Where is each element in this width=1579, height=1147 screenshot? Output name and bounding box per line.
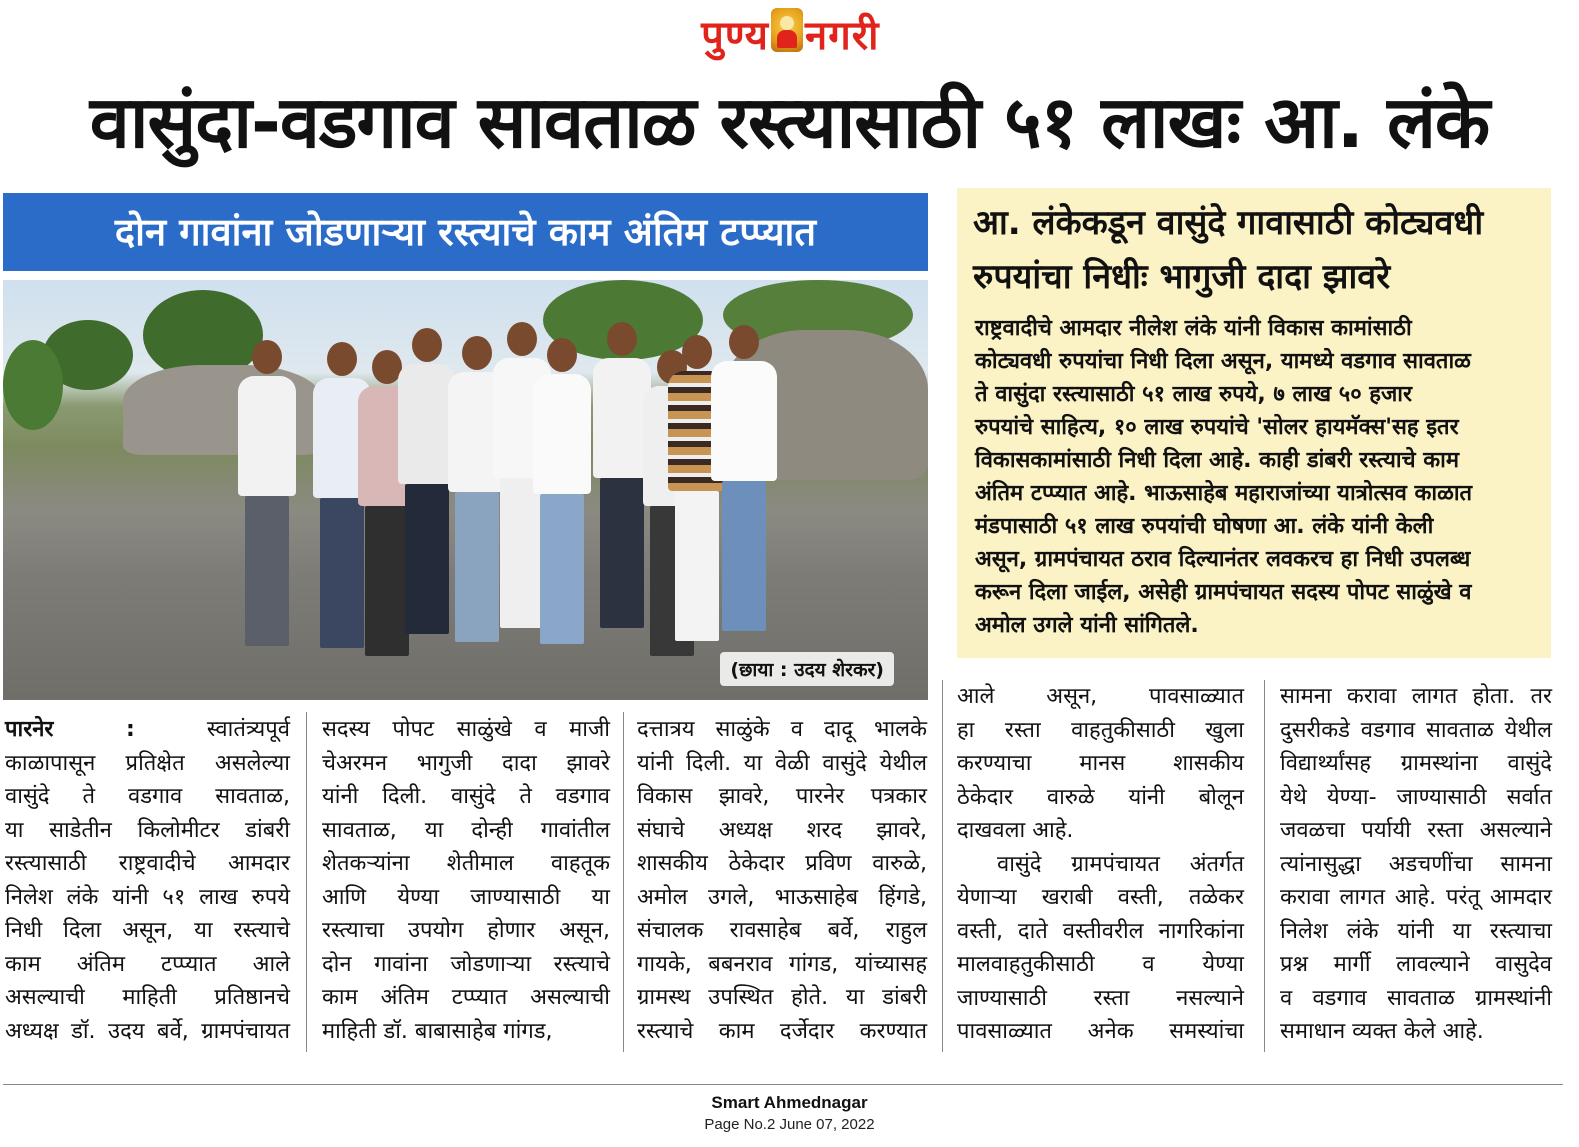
article-line: माहिती डॉ. बाबासाहेब गांगड, [322,1018,553,1044]
sidebar-body [975,312,1543,642]
article-line: मालवाहतुकीसाठी व येण्या [957,952,1244,977]
article-line: दत्तात्रय साळुंके व दादू भालके [637,717,927,742]
article-line: पावसाळ्यात अनेक समस्यांचा [957,1019,1244,1044]
article-line: दोन गावांना जोडणाऱ्या रस्त्याचे [322,951,610,977]
article-line: गायके, बबनराव गांगड, यांच्यासह [637,951,927,977]
article-line: करावा लागत आहे. परंतू आमदार [1280,885,1552,910]
sidebar-title [957,196,1551,304]
sidebar-body-line: राष्ट्रवादीचे आमदार नीलेश लंके यांनी विकास कामांसाठी [975,316,1412,341]
photo-credit: (छाया : उदय शेरकर) [720,652,894,686]
article-line-text: स्वातंत्र्यपूर्व [206,717,290,742]
article-line: यांनी दिली. या वेळी वासुंदे येथील [637,750,927,776]
sidebar-title-line: आ. लंकेकडून वासुंदे गावासाठी कोट्यवधी [973,203,1484,243]
sidebar-title-line: रुपयांचा निधीः भागुजी दादा झावरे [973,257,1391,297]
sidebar-body-line: करून दिला जाईल, असेही ग्रामपंचायत सदस्य पोपट साळुंखे व [975,580,1472,605]
masthead-right-word: नगरी [805,13,880,59]
article-line: सावताळ, या दोन्ही गावांतील [322,817,610,843]
article-line: चेअरमन भागुजी दादा झावरे [322,750,610,776]
article-line: रस्त्यासाठी राष्ट्रवादीचे आमदार [5,851,290,876]
footer-divider [3,1084,1563,1085]
article-line: विद्यार्थ्यांसह ग्रामस्थांना वासुंदे [1280,751,1552,776]
article-line: दाखवला आहे. [957,818,1074,843]
person [533,338,591,644]
masthead-left-word: पुण्य [701,13,769,59]
article-line: विकास झावरे, पारनेर पत्रकार [637,784,927,809]
article-line: ग्रामस्थ उपस्थित होते. या डांबरी [637,985,927,1010]
article-line: त्यांनासुद्धा अडचणींचा सामना [1280,851,1552,877]
article-line: काम अंतिम टप्प्यात असल्याची [322,985,610,1010]
masthead [0,0,1579,66]
article-line: काळापासून प्रतिक्षेत असलेल्या [5,750,290,776]
sidebar-body-line: अंतिम टप्प्यात आहे. भाऊसाहेब महाराजांच्या यात्रोत्सव काळात [975,481,1473,506]
article-column-2 [322,713,610,1048]
article-line: आणि येण्या जाण्यासाठी या [322,884,610,910]
article-line: निधी दिला असून, या रस्त्याचे [5,918,290,943]
article-line: आले असून, पावसाळ्यात [957,684,1244,709]
article-line: प्रश्न मार्गी लावल्याने वासुदेव [1280,952,1552,977]
column-divider [1264,680,1265,1052]
article-line: शासकीय ठेकेदार प्रविण वारुळे, [637,851,927,876]
article-line: जवळचा पर्यायी रस्ता असल्याने [1280,818,1552,843]
article-column-3 [637,713,927,1048]
article-line: निलेश लंके यांनी या रस्त्याचा [1280,918,1552,944]
tree [3,340,63,430]
subheadline-banner: दोन गावांना जोडणाऱ्या रस्त्याचे काम अंतिम टप्प्यात [3,193,928,271]
article-line: काम अंतिम टप्प्यात आले [5,951,290,977]
article-line: ठेकेदार वारुळे यांनी बोलून [957,784,1244,810]
sidebar-body-line: कोट्यवधी रुपयांचा निधी दिला असून, यामध्ये वडगाव सावताळ [975,349,1471,374]
article-line: अमोल उगले, भाऊसाहेब हिंगडे, [637,884,927,910]
footer-publication: Smart Ahmednagar [711,1093,868,1112]
sidebar-body-line: मंडपासाठी ५१ लाख रुपयांची घोषणा आ. लंके यांनी केली [975,514,1434,539]
ganesha-logo-icon [771,8,803,52]
article-line: करण्याचा मानस शासकीय [957,751,1244,776]
article-line: संचालक रावसाहेब बर्वे, राहुल [637,918,927,943]
article-line: जाण्यासाठी रस्ता नसल्याने [957,985,1244,1011]
article-line: रस्त्याचे काम दर्जेदार करण्यात [637,1018,927,1044]
article-line: दुसरीकडे वडगाव सावताळ येथील [1280,717,1552,743]
column-divider [623,712,624,1052]
article-line: या साडेतीन किलोमीटर डांबरी [5,817,290,843]
article-line: संघाचे अध्यक्ष शरद झावरे, [637,817,927,843]
article-line: शेतकऱ्यांना शेतीमाल वाहतूक [322,851,610,876]
article-line: व वडगाव सावताळ ग्रामस्थांनी [1280,985,1552,1011]
article-column-5 [1280,680,1552,1049]
article-line: रस्त्याचा उपयोग होणार असून, [322,918,610,943]
article-line: वासुंदे ग्रामपंचायत अंतर्गत [997,851,1244,877]
column-divider [306,712,307,1052]
sidebar-body-line: ते वासुंदा रस्त्यासाठी ५१ लाख रुपये, ७ लाख ५० हजार [975,382,1412,407]
article-line: येणाऱ्या खराबी वस्ती, तळेकर [957,885,1244,910]
article-line: यांनी दिली. वासुंदे ते वडगाव [322,784,610,809]
column-divider [942,680,943,1052]
article-line: सदस्य पोपट साळुंखे व माजी [322,717,610,742]
article-line: अध्यक्ष डॉ. उदय बर्वे, ग्रामपंचायत [5,1018,290,1044]
person [711,325,777,631]
article-line: वासुंदे ते वडगाव सावताळ, [5,784,290,809]
sidebar-body-line: विकासकामांसाठी निधी दिला आहे. काही डांबरी रस्त्याचे काम [975,448,1459,473]
sidebar-body-line: रुपयांचे साहित्य, १० लाख रुपयांचे 'सोलर हायमॅक्स'सह इतर [975,415,1459,440]
article-line: सामना करावा लागत होता. तर [1280,684,1552,709]
sidebar-body-line: अमोल उगले यांनी सांगितले. [975,613,1199,638]
sidebar-body-line: असून, ग्रामपंचायत ठराव दिल्यानंतर लवकरच हा निधी उपलब्ध [975,547,1471,572]
article-line: हा रस्ता वाहतुकीसाठी खुला [957,717,1244,743]
dateline: पारनेर : [5,717,135,742]
article-column-1 [5,713,290,1048]
article-line: असल्याची माहिती प्रतिष्ठानचे [5,985,290,1010]
footer-page-info: Page No.2 June 07, 2022 [704,1116,875,1133]
news-photo [3,280,928,700]
article-line: येथे येण्या- जाण्यासाठी सर्वात [1280,784,1552,810]
person [238,340,296,646]
article-line: वस्ती, दाते वस्तीवरील नागरिकांना [957,918,1244,944]
article-line: निलेश लंके यांनी ५१ लाख रुपये [5,884,290,910]
headline: वासुंदा-वडगाव सावताळ रस्त्यासाठी ५१ लाखः आ. लंके [89,80,1490,164]
article-column-4 [957,680,1244,1049]
sidebar-box [957,188,1551,658]
article-line [5,713,290,747]
article-line: समाधान व्यक्त केले आहे. [1280,1019,1484,1044]
